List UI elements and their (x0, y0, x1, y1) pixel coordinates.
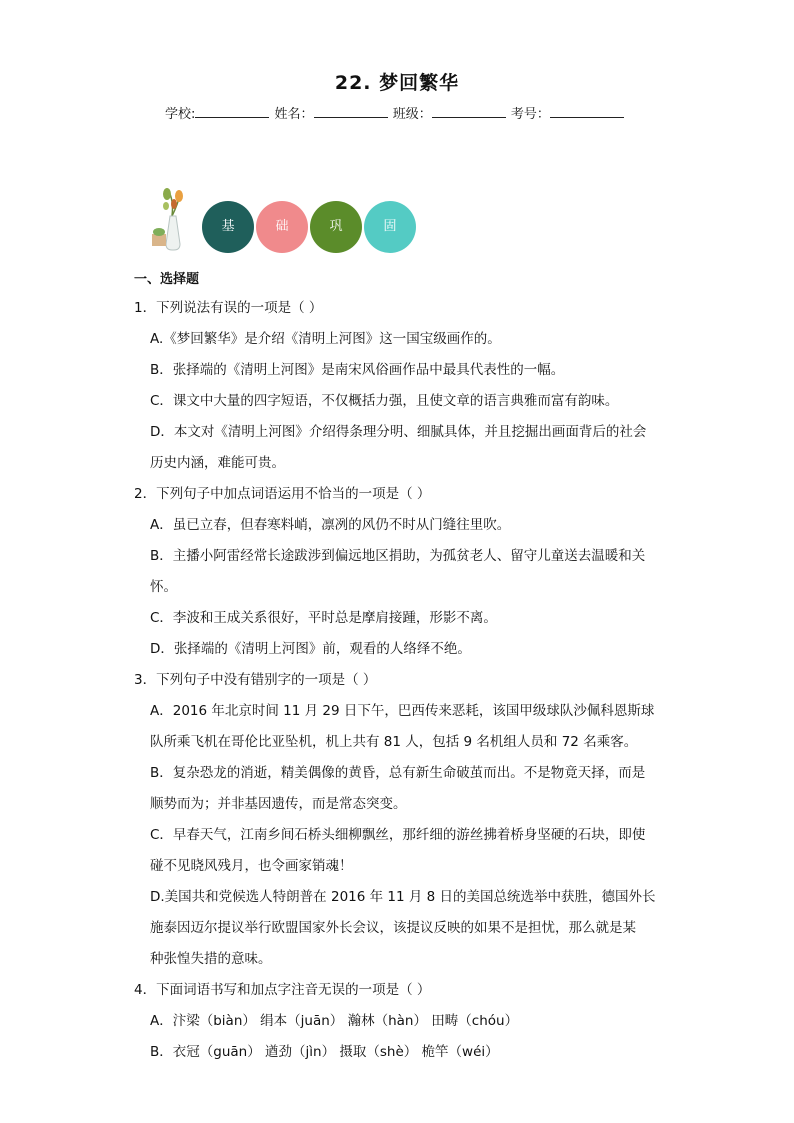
class-blank[interactable] (432, 105, 506, 118)
answer-option-continued: 顺势而为；并非基因遗传，而是常态突变。 (150, 796, 407, 812)
answer-option-continued: 怀。 (150, 579, 177, 595)
section-banner (150, 186, 430, 256)
student-info-row (165, 103, 625, 122)
answer-option-continued: 种张惶失措的意味。 (150, 951, 272, 967)
question-item (134, 293, 664, 479)
answer-option: D.美国共和党候选人特朗普在 2016 年 11 月 8 日的美国总统选举中获胜，德国外长 (150, 889, 656, 905)
answer-option: D．本文对《清明上河图》介绍得条理分明、细腻具体，并且挖掘出画面背后的社会 (150, 424, 647, 440)
answer-option: B．复杂恐龙的消逝，精美偶像的黄昏，总有新生命破茧而出。不是物竟天择，而是 (150, 765, 646, 781)
question-stem: 3．下列句子中没有错别字的一项是（ ） (134, 672, 377, 688)
answer-option-continued: 队所乘飞机在哥伦比亚坠机，机上共有 81 人，包括 9 名机组人员和 72 名乘客。 (150, 734, 638, 750)
badge-chu: 础 (256, 201, 308, 253)
name-blank[interactable] (314, 105, 388, 118)
name-label: 姓名： (274, 107, 314, 122)
badge-ji: 基 (202, 201, 254, 253)
answer-option: B．张择端的《清明上河图》是南宋风俗画作品中最具代表性的一幅。 (150, 362, 565, 378)
question-stem: 4．下面词语书写和加点字注音无误的一项是（ ） (134, 982, 431, 998)
question-stem: 1．下列说法有误的一项是（ ） (134, 300, 323, 316)
answer-option: D．张择端的《清明上河图》前，观看的人络绎不绝。 (150, 641, 471, 657)
badge-gu: 固 (364, 201, 416, 253)
section-heading: 一、选择题 (134, 272, 200, 287)
badge-gong: 巩 (310, 201, 362, 253)
question-item (134, 975, 664, 1068)
school-label: 学校: (165, 107, 196, 122)
exam-no-blank[interactable] (550, 105, 624, 118)
question-stem: 2．下列句子中加点词语运用不恰当的一项是（ ） (134, 486, 431, 502)
answer-option: C．早春天气，江南乡间石桥头细柳飘丝，那纤细的游丝拂着桥身坚硬的石块，即使 (150, 827, 646, 843)
page-title: 22. 梦回繁华 (334, 72, 460, 94)
question-item (134, 665, 664, 975)
answer-option: A．2016 年北京时间 11 月 29 日下午，巴西传来恶耗，该国甲级球队沙佩科恩斯球 (150, 703, 655, 719)
question-item (134, 479, 664, 665)
answer-option: A．虽已立春，但春寒料峭，凛冽的风仍不时从门缝往里吹。 (150, 517, 511, 533)
answer-option: B．主播小阿雷经常长途跋涉到偏远地区捐助，为孤贫老人、留守儿童送去温暖和关 (150, 548, 646, 564)
answer-option-continued: 施泰因迈尔提议举行欧盟国家外长会议，该提议反映的如果不是担忧，那么就是某 (150, 920, 636, 936)
answer-option: A．汴梁（biàn） 绢本（juān） 瀚林（hàn） 田畴（chóu） (150, 1013, 519, 1029)
potted-plant-icon (150, 186, 196, 252)
answer-option: C．李波和王成关系很好，平时总是摩肩接踵，形影不离。 (150, 610, 497, 626)
answer-option: C．课文中大量的四字短语，不仅概括力强，且使文章的语言典雅而富有韵味。 (150, 393, 619, 409)
class-label: 班级： (392, 107, 432, 122)
question-list (134, 293, 664, 1068)
answer-option-continued: 碰不见晓风残月，也令画家销魂！ (150, 858, 353, 874)
answer-option-continued: 历史内涵，难能可贵。 (150, 455, 285, 471)
school-blank[interactable] (195, 105, 269, 118)
question-content (134, 268, 664, 1068)
exam-no-label: 考号： (510, 107, 550, 122)
answer-option: A.《梦回繁华》是介绍《清明上河图》这一国宝级画作的。 (150, 331, 501, 347)
answer-option: B．衣冠（guān） 遒劲（jìn） 摄取（shè） 桅竿（wéi） (150, 1044, 499, 1060)
